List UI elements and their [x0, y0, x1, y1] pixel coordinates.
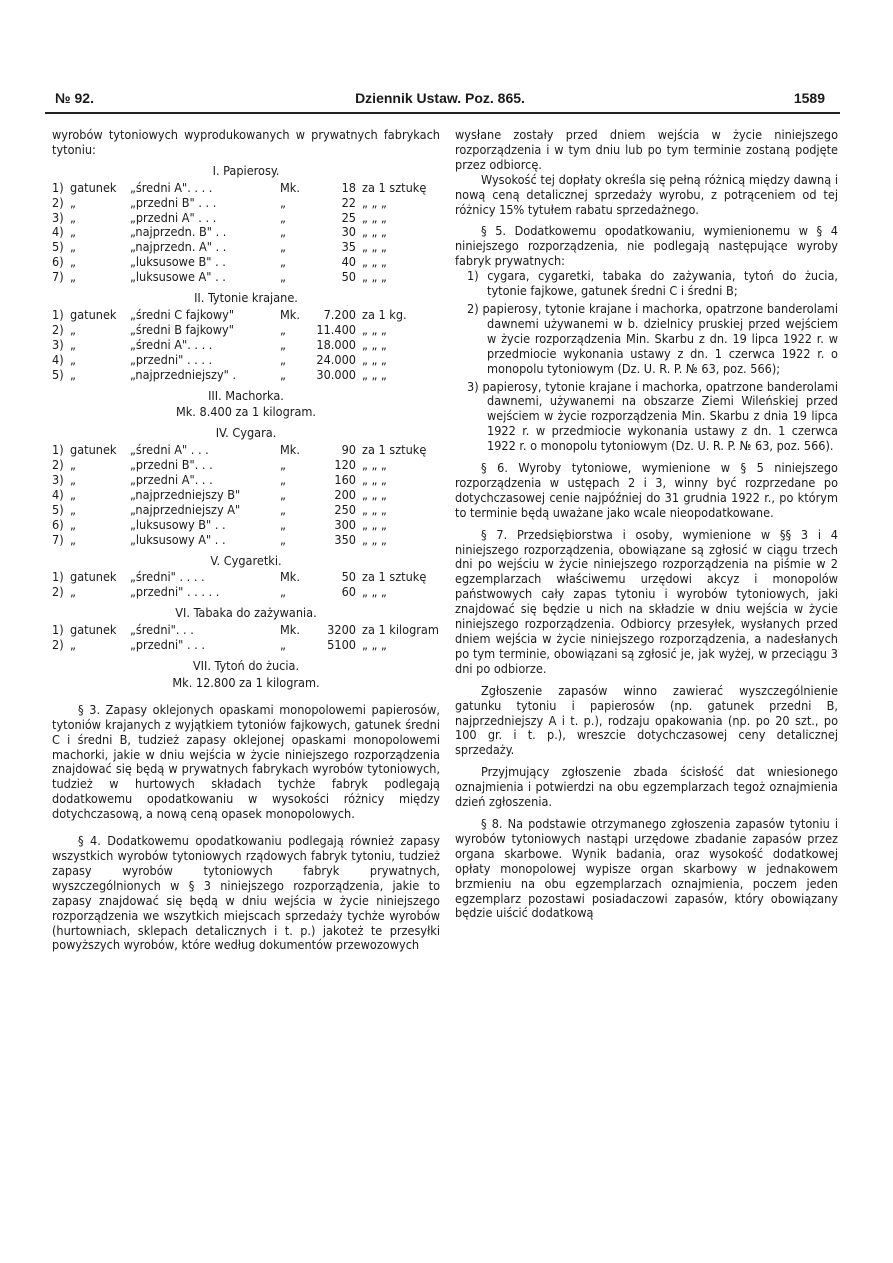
item-name: „przedni" . . . . [130, 351, 213, 367]
category-heading: VI. Tabaka do zażywania. [175, 605, 317, 621]
unit: za 1 sztukę [362, 569, 427, 585]
price: 35 [341, 239, 356, 255]
currency: „ [280, 366, 286, 382]
currency: Mk. [280, 442, 300, 458]
item-name: „średni C fajkowy" [130, 306, 235, 322]
page-number: 1589 [793, 90, 825, 106]
currency: „ [280, 516, 286, 532]
unit: „ „ „ [362, 531, 387, 547]
row-number: 1) [52, 442, 64, 458]
table-row [52, 570, 440, 585]
row-number: 3) [52, 336, 64, 352]
price-table-cigars [52, 443, 440, 547]
unit: „ „ „ [362, 209, 387, 225]
unit: „ „ „ [362, 516, 387, 532]
row-number: 5) [52, 239, 64, 255]
currency: Mk. [280, 622, 300, 638]
table-row [52, 638, 440, 653]
price: 18.000 [316, 336, 356, 352]
currency: „ [280, 584, 286, 600]
left-column [52, 128, 440, 953]
category-heading: VII. Tytoń do żucia. [192, 658, 300, 673]
table-row [52, 308, 440, 323]
row-number: 4) [52, 351, 64, 367]
item-name: „średni" . . . . [130, 569, 205, 585]
item-name: „średni". . . [130, 622, 194, 638]
unit: „ „ „ [362, 194, 387, 210]
right-column [455, 128, 838, 921]
table-row [52, 623, 440, 638]
price: 40 [341, 254, 356, 270]
item-name: „przedni A". . . [130, 472, 213, 488]
paragraph-section-4: § 4. Dodatkowemu opodatkowaniu podlegają również zapasy wszystkich wyrobów tytoniowych rządowych fabryk tytoniu, tudzież zapasy wyrobów tytoniowych fabryk prywatnych, wyszczególnionych w § 3 niniejszego rozporządzenia, jakie to zapasy znajdować się będą w dniu wejścia w życie niniejszego rozporządzenia we wszytkich miejscach sprzedaży tychże wyrobów (hurtowniach, sklepach detalicznych i t. p.) jakoteż te przesyłki powyższych wyrobów, które według dokumentów przewozowych [52, 833, 440, 953]
row-type: „ [70, 194, 76, 210]
row-type: „ [70, 254, 76, 270]
row-number: 1) [52, 306, 64, 322]
table-row [52, 473, 440, 488]
row-number: 2) [52, 584, 64, 600]
unit: „ „ „ [362, 351, 387, 367]
item-name: „przedni" . . . . . [130, 584, 220, 600]
row-type: gatunek [70, 569, 117, 585]
price-table-cut-tobacco [52, 308, 440, 383]
item-name: „przedni A" . . . [130, 209, 217, 225]
currency: „ [280, 531, 286, 547]
row-type: „ [70, 472, 76, 488]
item-name: „przedni" . . . [130, 637, 205, 653]
row-number: 2) [52, 457, 64, 473]
currency: „ [280, 239, 286, 255]
price-table-snuff [52, 623, 440, 653]
list-item: 2) papierosy, tytonie krajane i machorka, opatrzone banderolami dawnemi używanemi w b. dzielnicy pruskiej przed wejściem w życie rozporządzenia Min. Skarbu z dn. 19 lipca 1922 r. w przedmiocie wykonania ustawy z dn. 1 czerwca 1922 r. o monopolu tytoniowym (Dz. U. R. P. № 63, poz. 566); [467, 300, 838, 376]
price: 60 [341, 584, 356, 600]
table-row [52, 503, 440, 518]
price: 200 [334, 486, 356, 502]
item-name: „luksusowe B" . . [130, 254, 226, 270]
price: 160 [334, 472, 356, 488]
unit: „ „ „ [362, 584, 387, 600]
row-number: 2) [52, 321, 64, 337]
price: 24.000 [316, 351, 356, 367]
row-number: 5) [52, 366, 64, 382]
row-type: gatunek [70, 622, 117, 638]
item-name: „luksusowe A" . . [130, 269, 226, 285]
row-type: gatunek [70, 306, 117, 322]
price: 7.200 [323, 306, 356, 322]
price-line-chewing: Mk. 12.800 za 1 kilogram. [172, 674, 320, 690]
row-number: 2) [52, 194, 64, 210]
currency: Mk. [280, 306, 300, 322]
currency: „ [280, 194, 286, 210]
unit: „ „ „ [362, 501, 387, 517]
row-number: 3) [52, 209, 64, 225]
intro-text: wyrobów tytoniowych wyprodukowanych w prywatnych fabrykach tytoniu: [52, 127, 440, 157]
unit: za 1 sztukę [362, 442, 427, 458]
row-type: „ [70, 366, 76, 382]
table-row [52, 338, 440, 353]
paragraph-section-8: § 8. Na podstawie otrzymanego zgłoszenia zapasów tytoniu i wyrobów tytoniowych nastąpi urzędowe zbadanie zapasów przez organa skarbowe. Wynik badania, oraz wysokość dodatkowej opłaty monopolowej wypisze organ skarbowy w jednakowem brzmieniu na obu egzemplarzach oznajmienia, poczem jeden egzemplarz pozostawi posiadaczowi zapasów, który obowiązany będzie uiścić dodatkową [455, 815, 838, 921]
row-type: gatunek [70, 179, 117, 195]
price: 50 [341, 269, 356, 285]
row-type: „ [70, 486, 76, 502]
price: 50 [341, 569, 356, 585]
unit: „ „ „ [362, 224, 387, 240]
row-number: 7) [52, 531, 64, 547]
price: 300 [334, 516, 356, 532]
item-name: „najprzedniejszy A" [130, 501, 241, 517]
table-row [52, 533, 440, 548]
item-name: „najprzedn. B" . . [130, 224, 227, 240]
row-number: 1) [52, 179, 64, 195]
table-row [52, 211, 440, 226]
unit: „ „ „ [362, 269, 387, 285]
row-number: 6) [52, 254, 64, 270]
item-name: „średni A". . . . [130, 336, 213, 352]
paragraph-receipt: Przyjmujący zgłoszenie zbada ścisłość dat wniesionego oznajmienia i potwierdzi na obu egzemplarzach tegoż oznajmienia dzień zgłoszenia. [455, 764, 838, 810]
unit: za 1 sztukę [362, 179, 427, 195]
row-number: 1) [52, 622, 64, 638]
unit: „ „ „ [362, 254, 387, 270]
unit: „ „ „ [362, 457, 387, 473]
row-type: „ [70, 637, 76, 653]
row-number: 7) [52, 269, 64, 285]
currency: „ [280, 224, 286, 240]
table-row [52, 255, 440, 270]
category-heading: I. Papierosy. [212, 162, 280, 178]
row-number: 2) [52, 637, 64, 653]
price: 90 [341, 442, 356, 458]
unit: „ „ „ [362, 239, 387, 255]
table-row [52, 181, 440, 196]
table-row [52, 196, 440, 211]
currency: „ [280, 336, 286, 352]
price: 350 [334, 531, 356, 547]
table-row [52, 270, 440, 285]
unit: „ „ „ [362, 321, 387, 337]
currency: „ [280, 501, 286, 517]
currency: „ [280, 321, 286, 337]
paragraph-section-6: § 6. Wyroby tytoniowe, wymienione w § 5 niniejszego rozporządzenia w ustępach 2 i 3, winny być rozprzedane po dotychczasowej cenie najpóźniej do 31 grudnia 1922 r., po którym to terminie będą uważane jako wcale nieopodatkowane. [455, 460, 838, 520]
paragraph-section-5: § 5. Dodatkowemu opodatkowaniu, wymienionemu w § 4 niniejszego rozporządzenia, nie podlegają następujące wyroby fabryk prywatnych: [455, 223, 838, 269]
row-type: „ [70, 336, 76, 352]
row-type: „ [70, 351, 76, 367]
unit: „ „ „ [362, 366, 387, 382]
list-item: 3) papierosy, tytonie krajane i machorka, opatrzone banderolami dawnemi, używanemi na obszarze Ziemi Wileńskiej przed wejściem w życie rozporządzenia Min. Skarbu z dnia 19 lipca 1922 r. w przedmiocie wykonania ustawy z dn. 1 czerwca 1922 r. o monopolu tytoniowym (Dz. U. R. P. № 63, poz. 566). [467, 378, 838, 454]
table-row [52, 240, 440, 255]
currency: „ [280, 457, 286, 473]
item-name: „najprzedniejszy B" [130, 486, 241, 502]
paragraph-report-contents: Zgłoszenie zapasów winno zawierać wyszczególnienie gatunku tytoniu i papierosów (np. gatunek przedni B, najprzedniejszy A i t. p.), rodzaju opakowania (np. po 20 szt., po 100 gr. i t. p.), wreszcie dotychczasowej ceny detalicznej sprzedaży. [455, 682, 838, 758]
currency: „ [280, 269, 286, 285]
unit: „ „ „ [362, 486, 387, 502]
price-line-machorka: Mk. 8.400 za 1 kilogram. [175, 404, 317, 420]
row-number: 1) [52, 569, 64, 585]
table-row [52, 353, 440, 368]
price: 120 [334, 457, 356, 473]
price-table-cigarettes [52, 181, 440, 285]
table-row [52, 518, 440, 533]
price: 30 [341, 224, 356, 240]
table-row [52, 443, 440, 458]
price: 250 [334, 501, 356, 517]
price: 30.000 [316, 366, 356, 382]
row-number: 3) [52, 472, 64, 488]
unit: za 1 kg. [362, 306, 407, 322]
table-row [52, 368, 440, 383]
item-name: „luksusowy A" . . [130, 531, 226, 547]
currency: „ [280, 472, 286, 488]
row-type: gatunek [70, 442, 117, 458]
table-row [52, 458, 440, 473]
row-number: 5) [52, 501, 64, 517]
row-number: 6) [52, 516, 64, 532]
price: 3200 [327, 622, 356, 638]
item-name: „luksusowy B" . . [130, 516, 226, 532]
item-name: „najprzedniejszy" . [130, 366, 237, 382]
row-type: „ [70, 321, 76, 337]
currency: „ [280, 254, 286, 270]
list-item: 1) cygara, cygaretki, tabaka do zażywania, tytoń do żucia, tytonie fajkowe, gatunek średni C i średni B; [467, 268, 838, 299]
item-name: „średni A" . . . [130, 442, 209, 458]
currency: „ [280, 351, 286, 367]
paragraph-section-3: § 3. Zapasy oklejonych opaskami monopolowemi papierosów, tytoniów krajanych z wyjątkiem tytoniów fajkowych, gatunek średni C i średni B, tudzież zapasy oklejonej opaskami monopolowemi machorki, jakie w dniu wejścia w życie niniejszego rozporządzenia znajdować się będą w prywatnych fabrykach wyrobów tytoniowych, tudzież w hurtowych składach tychże fabryk podlegają dodatkowemu opodatkowaniu w wysokości różnicy między dotychczasową, a nową ceną opasek monopolowych. [52, 701, 440, 822]
table-row [52, 488, 440, 503]
row-type: „ [70, 224, 76, 240]
unit: „ „ „ [362, 637, 387, 653]
price: 18 [341, 179, 356, 195]
table-row [52, 225, 440, 240]
row-type: „ [70, 239, 76, 255]
row-type: „ [70, 457, 76, 473]
price: 22 [341, 194, 356, 210]
unit: za 1 kilogram [362, 622, 439, 638]
currency: Mk. [280, 179, 300, 195]
row-number: 4) [52, 224, 64, 240]
issue-number: № 92. [55, 90, 94, 106]
item-name: „średni B fajkowy" [130, 321, 234, 337]
currency: „ [280, 209, 286, 225]
journal-title: Dziennik Ustaw. Poz. 865. [355, 90, 525, 106]
header-rule [45, 112, 840, 114]
currency: Mk. [280, 569, 300, 585]
row-number: 4) [52, 486, 64, 502]
category-heading: III. Machorka. [208, 387, 284, 403]
unit: „ „ „ [362, 472, 387, 488]
table-row [52, 585, 440, 600]
currency: „ [280, 486, 286, 502]
paragraph-surcharge-amount: Wysokość tej dopłaty określa się pełną różnicą między dawną i nową ceną detalicznej sprzedaży wyrobu, z potrąceniem od tej różnicy 15% tytułem rabatu sprzedażnego. [455, 171, 838, 217]
row-type: „ [70, 209, 76, 225]
paragraph-continued: wysłane zostały przed dniem wejścia w życie niniejszego rozporządzenia i w tym dniu lub po tym terminie zostaną podjęte przez odbiorcę. [455, 127, 838, 172]
item-name: „średni A". . . . [130, 179, 213, 195]
row-type: „ [70, 531, 76, 547]
currency: „ [280, 637, 286, 653]
row-type: „ [70, 501, 76, 517]
page-header [45, 90, 835, 112]
price: 5100 [327, 637, 356, 653]
row-type: „ [70, 269, 76, 285]
item-name: „przedni B" . . . [130, 194, 217, 210]
row-type: „ [70, 516, 76, 532]
price-table-cigarillos [52, 570, 440, 600]
paragraph-section-7: § 7. Przedsiębiorstwa i osoby, wymienione w §§ 3 i 4 niniejszego rozporządzenia, obowiązane są zgłosić w ciągu trzech dni po wejściu w życie niniejszego rozporządzenia na piśmie w 2 egzemplarzach właściwemu urzędowi akcyz i monopolów państwowych cały zapas tytoniu i wyrobów tytoniowych, jaki znajdować się będzie u nich na składzie w dniu wejścia w życie niniejszego rozporządzenia. Odbiorcy przesyłek, wysłanych przed dniem wejścia w życie niniejszego rozporządzenia, a nadesłanych po tym terminie, obowiązani są zgłosić je, jak wyżej, w przeciągu 3 dni po odbiorze. [455, 526, 838, 676]
category-heading: V. Cygaretki. [210, 552, 282, 568]
table-row [52, 323, 440, 338]
category-heading: II. Tytonie krajane. [194, 290, 298, 306]
item-name: „przedni B". . . [130, 457, 213, 473]
item-name: „najprzedn. A" . . [130, 239, 227, 255]
category-heading: IV. Cygara. [215, 425, 277, 441]
unit: „ „ „ [362, 336, 387, 352]
row-type: „ [70, 584, 76, 600]
price: 11.400 [316, 321, 356, 337]
price: 25 [341, 209, 356, 225]
